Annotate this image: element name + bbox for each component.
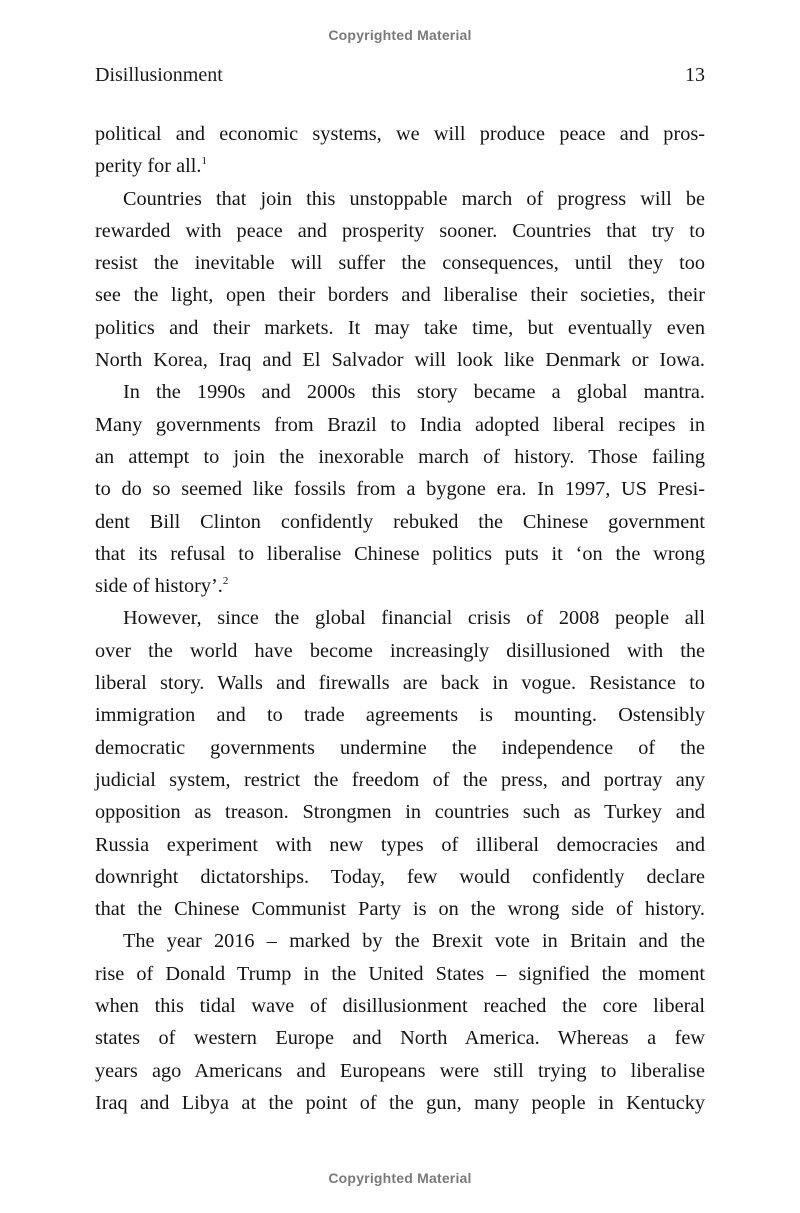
text-line: liberal story. Walls and firewalls are back in vogue. Resistance to bbox=[95, 672, 705, 695]
text-line: politics and their markets. It may take time, but eventually even bbox=[95, 316, 705, 339]
text-line: over the world have become increasingly disillusioned with the bbox=[95, 639, 705, 662]
text-line: In the 1990s and 2000s this story became a global mantra. bbox=[123, 381, 705, 404]
text-line: immigration and to trade agreements is mounting. Ostensibly bbox=[95, 704, 705, 727]
copyright-watermark-top: Copyrighted Material bbox=[328, 27, 472, 43]
text-line: an attempt to join the inexorable march of history. Those failing bbox=[95, 445, 705, 468]
text-line: However, since the global financial crisis of 2008 people all bbox=[123, 607, 705, 630]
paragraph bbox=[95, 602, 705, 925]
text-line: resist the inevitable will suffer the consequences, until they too bbox=[95, 252, 705, 275]
text-line: rise of Donald Trump in the United States – signified the moment bbox=[95, 962, 705, 985]
footnote-marker: 1 bbox=[201, 155, 207, 168]
text-line: perity for all.$^1$ bbox=[95, 155, 207, 178]
paragraph bbox=[95, 376, 705, 602]
text-line: when this tidal wave of disillusionment reached the core liberal bbox=[95, 995, 705, 1018]
text-line: years ago Americans and Europeans were still trying to liberalise bbox=[95, 1059, 705, 1082]
text-line: opposition as treason. Strongmen in countries such as Turkey and bbox=[95, 801, 705, 824]
paragraph bbox=[95, 183, 705, 377]
text-line: Countries that join this unstoppable march of progress will be bbox=[123, 187, 705, 210]
paragraph bbox=[95, 118, 705, 183]
text-line: rewarded with peace and prosperity sooner. Countries that try to bbox=[95, 219, 705, 242]
running-header bbox=[95, 64, 705, 87]
text-line: The year 2016 – marked by the Brexit vote in Britain and the bbox=[123, 930, 705, 953]
text-line: judicial system, restrict the freedom of the press, and portray any bbox=[95, 768, 705, 791]
page-number: 13 bbox=[685, 64, 705, 86]
text-line: to do so seemed like fossils from a bygone era. In 1997, US Presi- bbox=[95, 478, 705, 501]
chapter-title: Disillusionment bbox=[95, 64, 223, 86]
text-line: democratic governments undermine the independence of the bbox=[95, 736, 705, 759]
text-line: Iraq and Libya at the point of the gun, many people in Kentucky bbox=[95, 1091, 705, 1114]
text-line: that its refusal to liberalise Chinese politics puts it ‘on the wrong bbox=[95, 542, 705, 565]
text-line: political and economic systems, we will produce peace and pros- bbox=[95, 123, 705, 145]
text-line: side of history’.$^2$ bbox=[95, 575, 229, 598]
text-line: Many governments from Brazil to India adopted liberal recipes in bbox=[95, 413, 705, 436]
text-line: downright dictatorships. Today, few would confidently declare bbox=[95, 865, 705, 888]
text-line: see the light, open their borders and liberalise their societies, their bbox=[95, 284, 705, 307]
copyright-watermark-bottom: Copyrighted Material bbox=[328, 1170, 472, 1186]
footnote-marker: 2 bbox=[222, 575, 229, 588]
text-line: dent Bill Clinton confidently rebuked the Chinese government bbox=[95, 510, 705, 533]
text-line: North Korea, Iraq and El Salvador will look like Denmark or Iowa. bbox=[95, 349, 705, 372]
body-text bbox=[95, 118, 705, 1119]
text-line: states of western Europe and North America. Whereas a few bbox=[95, 1027, 705, 1050]
paragraph bbox=[95, 925, 705, 1119]
text-line: that the Chinese Communist Party is on the wrong side of history. bbox=[95, 898, 705, 921]
text-line: Russia experiment with new types of illiberal democracies and bbox=[95, 833, 705, 856]
